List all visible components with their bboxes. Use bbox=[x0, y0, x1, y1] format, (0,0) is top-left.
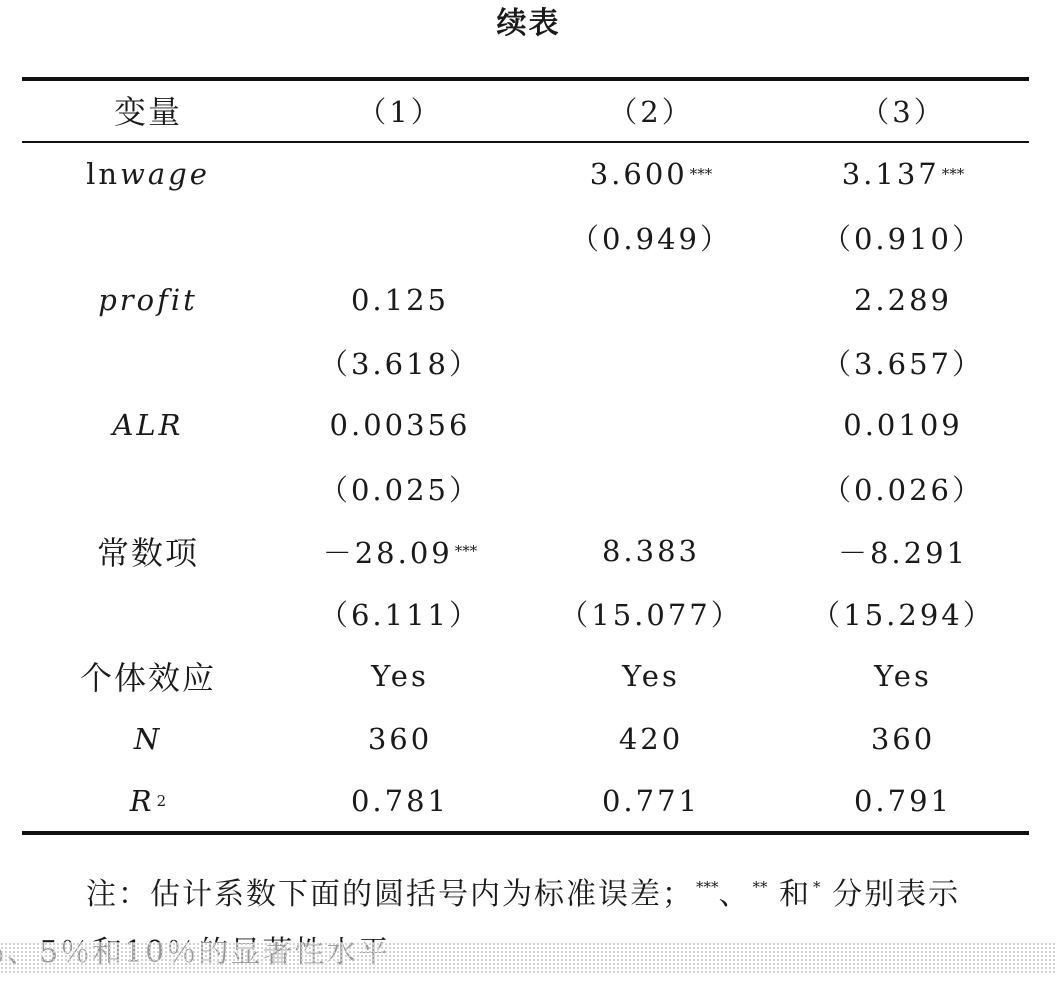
cell-col-2 bbox=[525, 337, 777, 387]
significance-stars: *** bbox=[941, 165, 965, 183]
coef-value: 3.600 bbox=[589, 157, 688, 191]
note-sig-2: ** bbox=[752, 878, 768, 896]
row-label bbox=[22, 337, 274, 387]
cell-col-2: 8.383 bbox=[601, 534, 701, 568]
cell-col-3: 2.289 bbox=[853, 283, 953, 317]
cell-col-1: 0.125 bbox=[350, 283, 450, 317]
table-row bbox=[22, 463, 1029, 513]
row-label bbox=[22, 212, 274, 262]
cell-col-2 bbox=[525, 149, 777, 199]
cell-col-1 bbox=[274, 526, 526, 576]
header-rule bbox=[22, 141, 1029, 143]
cell-col-1 bbox=[274, 212, 526, 262]
cell-col-2 bbox=[525, 275, 777, 325]
note-sig-3: *** bbox=[696, 878, 719, 896]
cell-col-3 bbox=[777, 149, 1029, 199]
cell-col-1 bbox=[274, 149, 526, 199]
cell-col-3: 360 bbox=[870, 722, 936, 756]
table-row bbox=[22, 212, 1029, 262]
coef-value: －28.09 bbox=[322, 535, 453, 570]
cell-col-3: 0.0109 bbox=[843, 408, 963, 442]
cell-col-2 bbox=[525, 400, 777, 450]
cell-col-3: －8.291 bbox=[837, 535, 969, 570]
table-row bbox=[22, 400, 1029, 450]
row-label: ALR bbox=[112, 408, 184, 442]
cell-col-3: 0.791 bbox=[853, 784, 953, 818]
table-row bbox=[22, 651, 1029, 701]
note-text: 和 bbox=[779, 877, 812, 912]
page-fade-overlay bbox=[0, 942, 1057, 974]
note-text: 分别表示 bbox=[832, 877, 961, 912]
cell-col-1: 0.00356 bbox=[329, 408, 471, 442]
significance-stars: *** bbox=[454, 542, 478, 560]
table-row bbox=[22, 588, 1029, 638]
row-label: N bbox=[133, 722, 163, 756]
label-variable: R bbox=[129, 784, 155, 818]
label-variable: wage bbox=[120, 157, 210, 191]
header-variable: 变量 bbox=[113, 93, 182, 131]
header-col-2: （2） bbox=[608, 94, 694, 129]
cell-col-2: 0.771 bbox=[601, 784, 701, 818]
row-label bbox=[22, 149, 274, 199]
cell-col-1: （0.025） bbox=[318, 472, 482, 507]
table-header-row bbox=[22, 85, 1029, 135]
cell-col-2: （0.949） bbox=[569, 221, 733, 256]
row-label: 常数项 bbox=[96, 534, 199, 572]
cell-col-1: 360 bbox=[367, 722, 433, 756]
table-title: 续表 bbox=[496, 6, 561, 41]
cell-col-2: 420 bbox=[618, 722, 684, 756]
cell-col-3: （0.910） bbox=[821, 221, 985, 256]
cell-col-3: （15.294） bbox=[811, 597, 995, 632]
row-label bbox=[22, 776, 274, 826]
note-text: 、 bbox=[718, 877, 751, 912]
row-label: profit bbox=[98, 283, 198, 317]
table-row bbox=[22, 337, 1029, 387]
label-prefix: ln bbox=[86, 157, 121, 191]
cell-col-3: （0.026） bbox=[821, 472, 985, 507]
cell-col-2: （15.077） bbox=[559, 597, 743, 632]
table-row bbox=[22, 275, 1029, 325]
row-label bbox=[22, 463, 274, 513]
coef-value: 3.137 bbox=[841, 157, 940, 191]
cell-col-2 bbox=[525, 463, 777, 513]
note-text: 注：估计系数下面的圆括号内为标准误差； bbox=[86, 877, 694, 912]
cell-col-2: Yes bbox=[622, 659, 680, 693]
header-col-3: （3） bbox=[860, 94, 946, 129]
header-col-1: （1） bbox=[357, 94, 443, 129]
table-row bbox=[22, 776, 1029, 826]
cell-col-3: （3.657） bbox=[821, 346, 985, 381]
cell-col-1: 0.781 bbox=[350, 784, 450, 818]
cell-col-1: （6.111） bbox=[318, 597, 482, 632]
table-row bbox=[22, 149, 1029, 199]
cell-col-1: Yes bbox=[371, 659, 429, 693]
top-rule bbox=[22, 77, 1029, 81]
cell-col-3: Yes bbox=[874, 659, 932, 693]
row-label: 个体效应 bbox=[79, 659, 216, 697]
note-sig-1: * bbox=[813, 878, 821, 896]
significance-stars: *** bbox=[689, 165, 713, 183]
label-superscript: 2 bbox=[156, 792, 167, 810]
bottom-rule bbox=[22, 831, 1029, 835]
table-row bbox=[22, 714, 1029, 764]
row-label bbox=[22, 588, 274, 638]
table-row bbox=[22, 526, 1029, 576]
cell-col-1: （3.618） bbox=[318, 346, 482, 381]
